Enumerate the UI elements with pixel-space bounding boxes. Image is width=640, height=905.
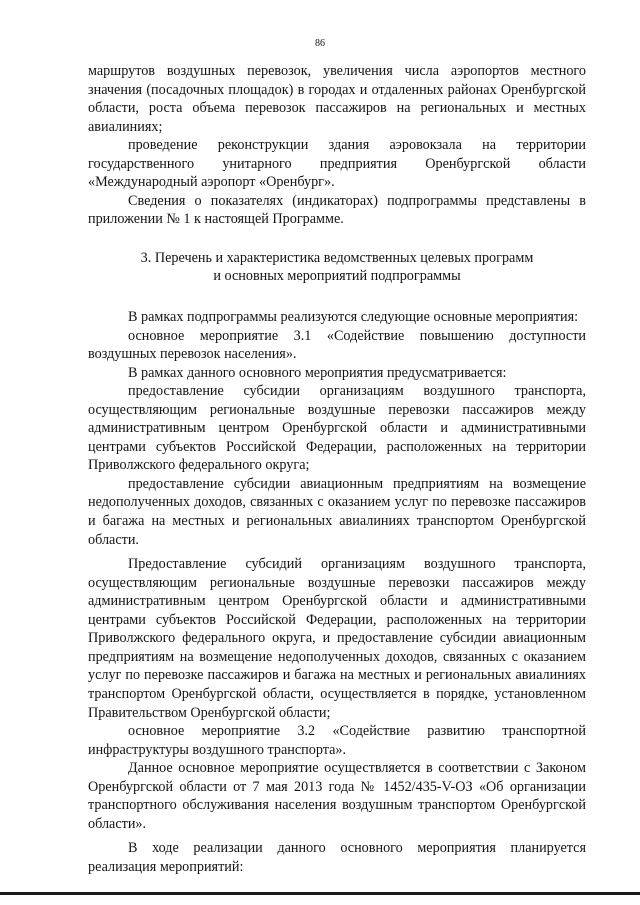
paragraph: предоставление субсидии организациям воздушного транспорта, осуществляющим региональные воздушные перевозки пассажиров между административным центром Оренбургской области и административными центрами субъектов Российской Федерации, расположенных на территории Приволжского федерального округа; bbox=[88, 383, 586, 474]
paragraph: основное мероприятие 3.1 «Содействие повышению доступности воздушных перевозок населения». bbox=[88, 327, 586, 363]
paragraph: основное мероприятие 3.2 «Содействие развитию транспортной инфраструктуры воздушного транспорта». bbox=[88, 723, 586, 758]
section-heading bbox=[88, 249, 586, 286]
paragraph: маршрутов воздушных перевозок, увеличения числа аэропортов местного значения (посадочных площадок) в городах и отдаленных районах Оренбургской области, роста объема перевозок пассажиров на региональных и местных авиалиниях; bbox=[88, 63, 586, 135]
bottom-border bbox=[0, 892, 640, 895]
paragraph: Сведения о показателях (индикаторах) подпрограммы представлены в приложении № 1 к настоящей Программе. bbox=[88, 192, 586, 228]
section-heading-line: 3. Перечень и характеристика ведомственных целевых программ bbox=[140, 249, 534, 266]
section-heading-line: и основных мероприятий подпрограммы bbox=[213, 268, 461, 285]
paragraph: Предоставление субсидий организациям воздушного транспорта, осуществляющим региональные воздушные перевозки пассажиров между административным центром Оренбургской области и административными центрами субъектов Российской Федерации, расположенных на территории Приволжского федерального округа, и предоставление субсидии авиационным предприятиям на возмещение недополученных доходов, связанных с оказанием услуг по перевозке пассажиров и багажа на местных и региональных авиалиниях транспортом Оренбургской области, осуществляется в порядке, установленном Правительством Оренбургской области; bbox=[88, 556, 586, 721]
paragraph: В рамках данного основного мероприятия предусматривается: bbox=[128, 364, 507, 381]
paragraph: Данное основное мероприятие осуществляется в соответствии с Законом Оренбургской области от 7 мая 2013 года № 1452/435-V-ОЗ «Об организации транспортного обслуживания населения воздушным транспортом Оренбургской области». bbox=[88, 760, 586, 832]
paragraph: предоставление субсидии авиационным предприятиям на возмещение недополученных доходов, связанных с оказанием услуг по перевозке пассажиров и багажа на местных и региональных авиалиниях транспортом Оренбургской области. bbox=[88, 475, 586, 548]
paragraph: проведение реконструкции здания аэровокзала на территории государственного унитарного предприятия Оренбургской области «Международный аэропорт «Оренбург». bbox=[88, 137, 586, 191]
document-body bbox=[88, 62, 586, 876]
paragraph: В рамках подпрограммы реализуются следующие основные мероприятия: bbox=[128, 309, 579, 326]
paragraph: В ходе реализации данного основного мероприятия планируется реализация мероприятий: bbox=[88, 840, 586, 875]
page-number: 86 bbox=[315, 38, 325, 49]
